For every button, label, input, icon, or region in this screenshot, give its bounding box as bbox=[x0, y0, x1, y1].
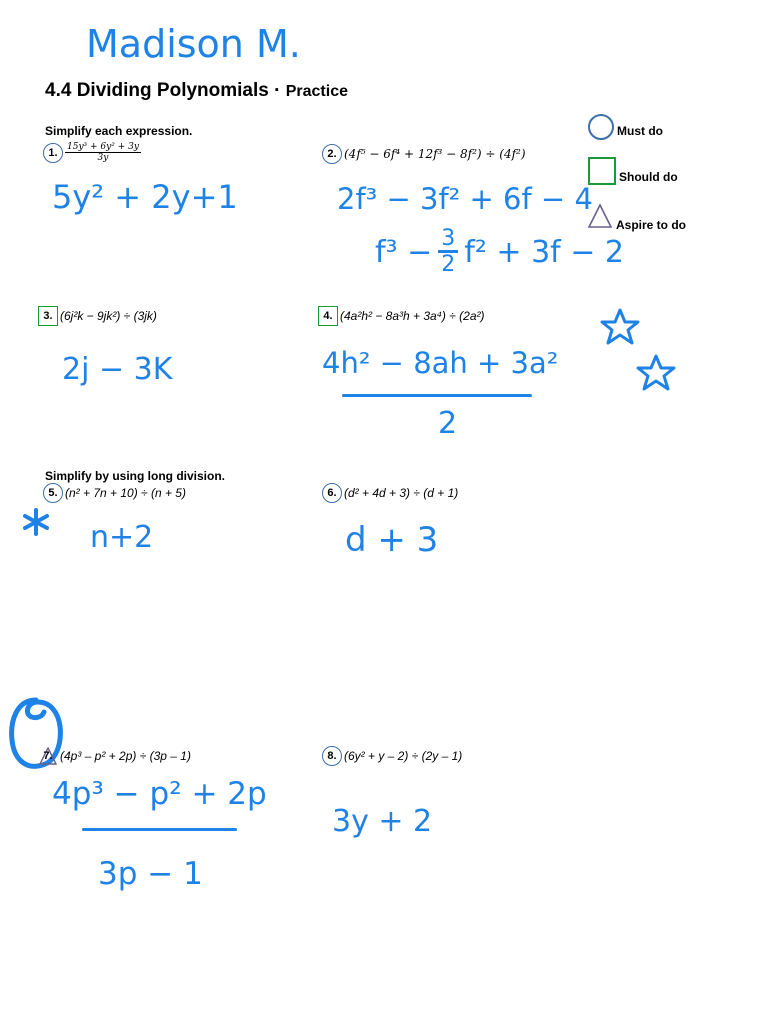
answer-2-fraction bbox=[438, 228, 458, 277]
fraction-numerator: 15y³ + 6y² + 3y bbox=[67, 142, 139, 152]
problem-8 bbox=[322, 746, 462, 766]
should-do-square-icon bbox=[588, 157, 616, 185]
answer-1: 5y² + 2y+1 bbox=[52, 178, 238, 216]
instruction-long-division: Simplify by using long division. bbox=[45, 469, 226, 483]
problem-expression: (n² + 7n + 10) ÷ (n + 5) bbox=[65, 486, 186, 500]
answer-7-fraction-bar bbox=[82, 828, 237, 831]
problem-2 bbox=[322, 144, 526, 164]
star-doodle-icon bbox=[598, 306, 642, 348]
answer-2-fraction-den: 2 bbox=[441, 252, 456, 277]
legend-must-do: Must do bbox=[617, 124, 663, 138]
answer-8: 3y + 2 bbox=[332, 804, 433, 839]
problem-4 bbox=[318, 306, 485, 326]
instruction-simplify: Simplify each expression. bbox=[45, 124, 193, 138]
problem-expression: (6y² + y – 2) ÷ (2y – 1) bbox=[344, 749, 463, 763]
problem-expression: (4a²h² − 8a³h + 3a⁴) ÷ (2a²) bbox=[340, 309, 485, 323]
problem-number: 5. bbox=[43, 483, 63, 503]
worksheet-title bbox=[45, 80, 348, 102]
must-do-circle-icon bbox=[588, 114, 614, 140]
problem-number bbox=[38, 746, 58, 766]
problem-expression: (4p³ – p² + 2p) ÷ (3p – 1) bbox=[60, 749, 191, 763]
problem-expression: (4f⁵ − 6f⁴ + 12f³ − 8f²) ÷ (4f²) bbox=[344, 147, 526, 161]
asterisk-doodle-icon bbox=[20, 506, 52, 538]
star-doodle-icon bbox=[634, 352, 678, 394]
problem-1 bbox=[43, 142, 141, 163]
answer-2-line-1: 2f³ − 3f² + 6f − 4 bbox=[337, 182, 593, 216]
answer-7-denominator: 3p − 1 bbox=[98, 856, 203, 892]
answer-5: n+2 bbox=[90, 520, 154, 555]
problem-number: 1. bbox=[43, 143, 63, 163]
problem-7 bbox=[38, 746, 191, 766]
problem-5 bbox=[43, 483, 186, 503]
answer-2-line-2 bbox=[375, 228, 624, 277]
problem-expression: (d² + 4d + 3) ÷ (d + 1) bbox=[344, 486, 459, 500]
answer-4-numerator: 4h² − 8ah + 3a² bbox=[322, 346, 559, 380]
fraction-denominator: 3y bbox=[97, 153, 109, 163]
problem-6 bbox=[322, 483, 458, 503]
problem-number: 6. bbox=[322, 483, 342, 503]
answer-3: 2j − 3K bbox=[62, 352, 173, 387]
problem-number: 3. bbox=[38, 306, 58, 326]
answer-2-fraction-num: 3 bbox=[438, 228, 458, 253]
title-main: 4.4 Dividing Polynomials · bbox=[45, 80, 281, 101]
answer-2-part-a: f³ − bbox=[375, 235, 433, 270]
answer-7-numerator: 4p³ − p² + 2p bbox=[52, 776, 267, 812]
problem-number: 4. bbox=[318, 306, 338, 326]
legend-should-do: Should do bbox=[619, 170, 678, 184]
title-sub: Practice bbox=[285, 83, 348, 100]
legend-aspire-to-do: Aspire to do bbox=[616, 218, 687, 232]
problem-number-label: 7. bbox=[43, 750, 53, 762]
answer-6: d + 3 bbox=[345, 520, 439, 560]
problem-3 bbox=[38, 306, 157, 326]
student-name: Madison M. bbox=[86, 22, 301, 66]
answer-2-part-b: f² + 3f − 2 bbox=[464, 235, 625, 270]
problem-expression: (6j²k − 9jk²) ÷ (3jk) bbox=[60, 309, 157, 323]
problem-1-fraction bbox=[65, 142, 141, 163]
answer-4-fraction-bar bbox=[342, 394, 532, 397]
problem-number: 8. bbox=[322, 746, 342, 766]
answer-4-denominator: 2 bbox=[438, 406, 458, 441]
problem-number: 2. bbox=[322, 144, 342, 164]
